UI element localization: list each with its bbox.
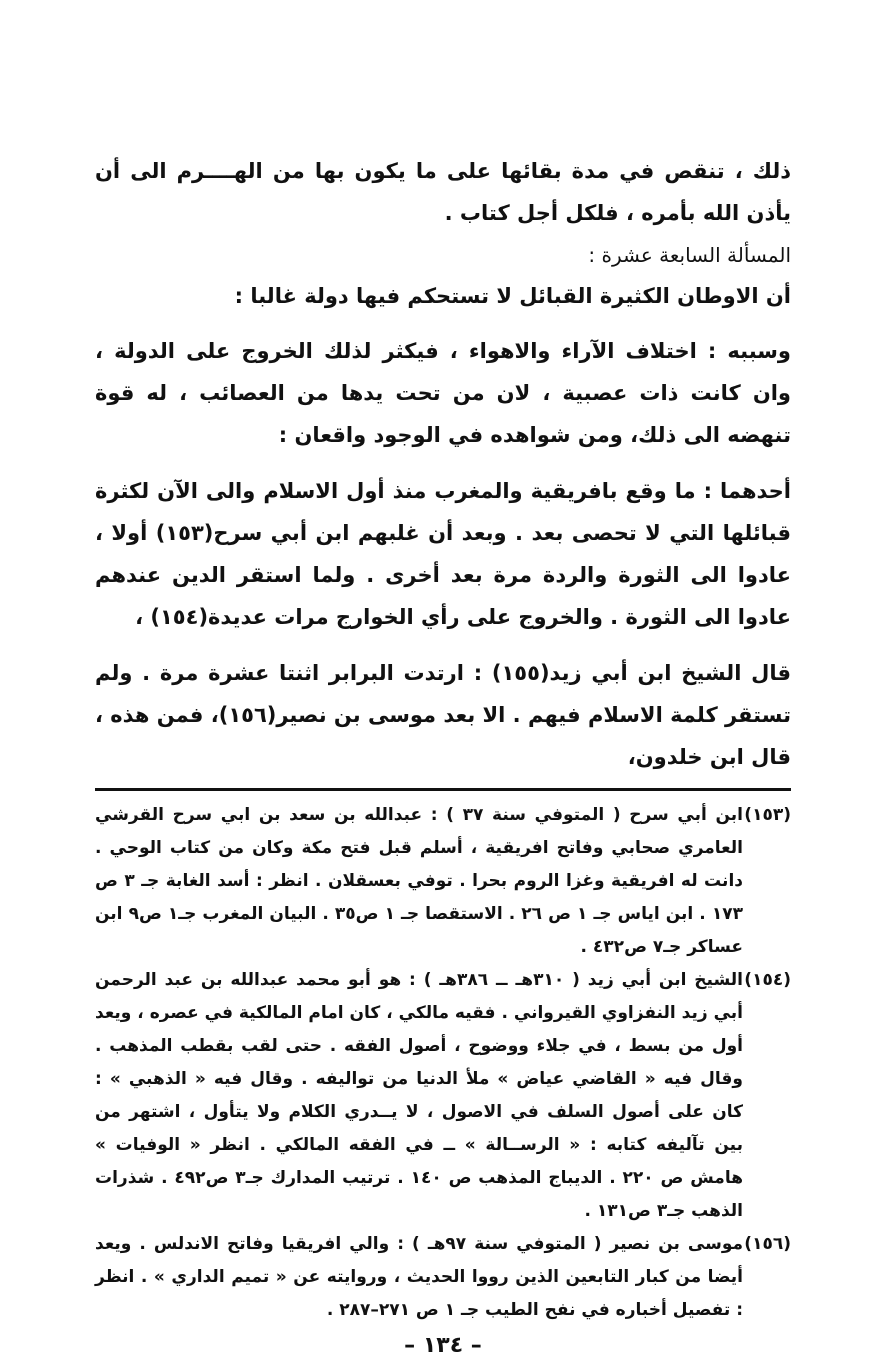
footnote-text: ابن أبي سرح ( المتوفي سنة ٣٧ ) : عبدالله بن سعد بن ابي سرح القرشي العامري صحابي وفاتح افريقية ، أسلم قبل فتح مكة وكان من كتاب الوحي . دانت له افريقية وغزا الروم بحرا . توفي بعسقلان . انظر : أسد الغابة جـ ٣ ص ١٧٣ . ابن اياس جـ ١ ص ٢٦ . الاستقصا جـ ١ ص٣٥ . البيان المغرب جـ١ ص٩ ابن عساكر جـ٧ ص٤٣٢ . xyxy=(95,805,743,957)
footnote-text: الشيخ ابن أبي زيد ( ٣١٠هـ ــ ٣٨٦هـ ) : هو أبو محمد عبدالله بن عبد الرحمن أبي زيد النفزاوي القيرواني . فقيه مالكي ، كان امام المالكية في عصره ، ويعد أول من بسط ، في جلاء ووضوح ، أصول الفقه . حتى لقب بقطب المذهب . وقال فيه « القاضي عياض » ملأ الدنيا من تواليفه . وقال فيه « الذهبي » : كان على أصول السلف في الاصول ، لا يــدري الكلام ولا يتأول ، اشتهر من بين تآليفه كتابه : « الرســالة » ــ في الفقه المالكي . انظر « الوفيات » هامش ص ٢٢٠ . الديباج المذهب ص ١٤٠ . ترتيب المدارك جـ٣ ص٤٩٢ . شذرات الذهب جـ٣ ص١٣١ . xyxy=(95,970,744,1221)
paragraph-cause: وسببه : اختلاف الآراء والاهواء ، فيكثر لذلك الخروج على الدولة ، وان كانت ذات عصبية ، لان من تحت يدها من العصائب ، له قوة تنهضه الى ذلك، ومن شواهده في الوجود واقعان : xyxy=(95,339,791,447)
section-heading: المسألة السابعة عشرة : xyxy=(588,243,791,267)
intro-paragraph: ذلك ، تنقص في مدة بقائها على ما يكون بها من الهــــرم الى أن يأذن الله بأمره ، فلكل أجل كتاب . xyxy=(95,159,791,225)
footnote-number: (١٥٣) xyxy=(744,805,791,825)
footnote-154 xyxy=(95,964,791,1228)
paragraph-quote: قال الشيخ ابن أبي زيد(١٥٥) : ارتدت البرابر اثنتا عشرة مرة . ولم تستقر كلمة الاسلام فيهم . الا بعد موسى بن نصير(١٥٦)، فمن هذه ، قال ابن خلدون، xyxy=(95,661,792,769)
paragraph-first-case: أحدهما : ما وقع بافريقية والمغرب منذ أول الاسلام والى الآن لكثرة قبائلها التي لا تحصى بعد . وبعد أن غلبهم ابن أبي سرح(١٥٣) أولا ، عادوا الى الثورة والردة مرة بعد أخرى . ولما استقر الدين عندهم عادوا الى الثورة . والخروج على رأي الخوارج مرات عديدة(١٥٤) ، xyxy=(95,479,791,629)
section-subheading: أن الاوطان الكثيرة القبائل لا تستحكم فيها دولة غالبا : xyxy=(234,284,791,308)
footnote-153 xyxy=(95,799,791,964)
spacer xyxy=(95,456,791,470)
page-number: – ١٣٤ – xyxy=(404,1333,482,1358)
footnote-divider xyxy=(95,788,791,791)
document-page xyxy=(95,150,791,1358)
spacer xyxy=(95,316,791,330)
footnote-text: موسى بن نصير ( المتوفي سنة ٩٧هـ ) : والي افريقيا وفاتح الاندلس . ويعد أيضا من كبار التابعين الذين رووا الحديث ، وروايته عن « تميم الداري » . انظر : تفصيل أخباره في نفح الطيب جـ ١ ص ٢٧١–٢٨٧ . xyxy=(95,1234,744,1320)
footnote-156 xyxy=(95,1228,791,1327)
footnote-number: (١٥٤) xyxy=(744,970,791,990)
spacer xyxy=(95,638,791,652)
footnote-number: (١٥٦) xyxy=(744,1234,791,1254)
